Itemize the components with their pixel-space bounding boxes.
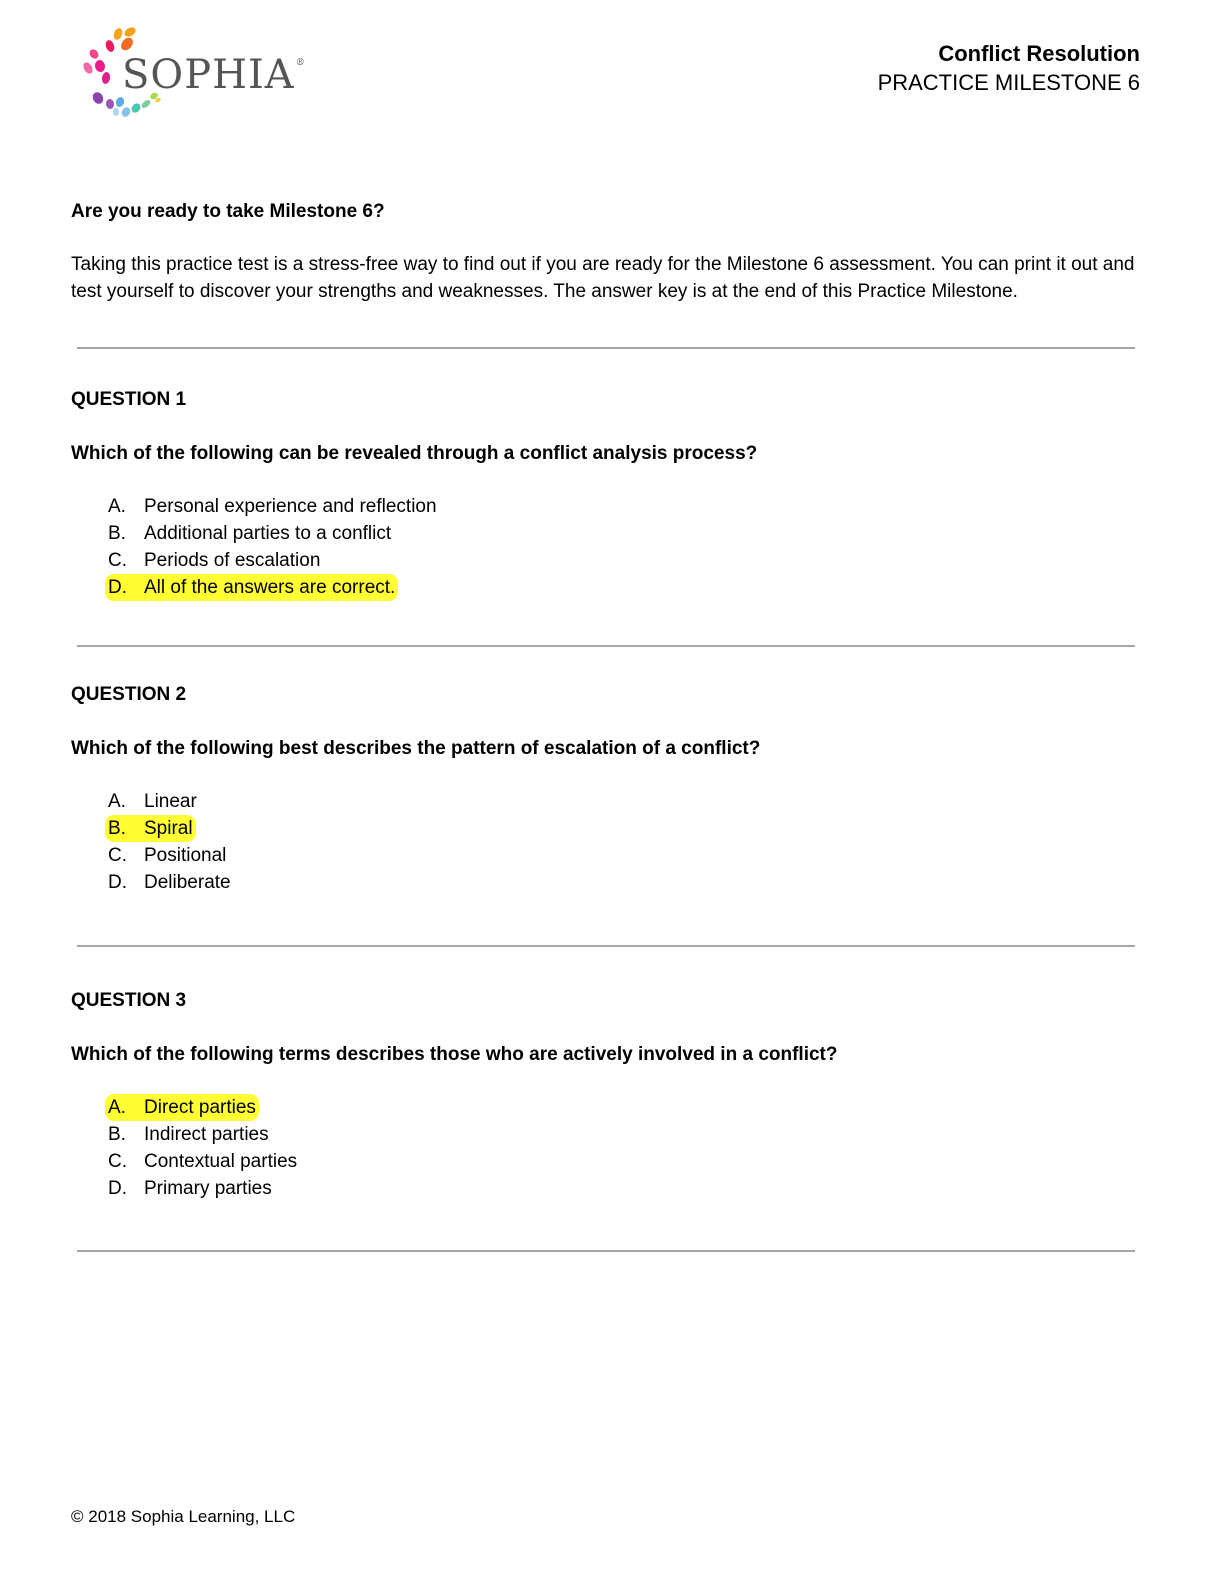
divider bbox=[77, 945, 1135, 947]
option-b bbox=[105, 1121, 1151, 1148]
option-letter: B. bbox=[108, 818, 126, 839]
option-c bbox=[105, 842, 1151, 869]
sophia-logo bbox=[80, 24, 306, 124]
answer-highlight bbox=[105, 574, 398, 601]
option-letter: A. bbox=[108, 791, 126, 812]
question-label: QUESTION 1 bbox=[71, 389, 187, 410]
question-1 bbox=[71, 385, 1151, 601]
document-header bbox=[878, 40, 1140, 98]
option-a bbox=[105, 788, 1151, 815]
option-text: Spiral bbox=[144, 818, 193, 839]
option-text: Positional bbox=[144, 845, 227, 866]
option-text: Periods of escalation bbox=[144, 550, 321, 571]
divider bbox=[77, 347, 1135, 349]
option-a-correct bbox=[105, 1094, 1151, 1121]
question-text: Which of the following best describes the pattern of escalation of a conflict? bbox=[71, 738, 761, 759]
answer-options bbox=[71, 1094, 1151, 1202]
option-d bbox=[105, 1175, 1151, 1202]
option-a bbox=[105, 493, 1151, 520]
option-text: Direct parties bbox=[144, 1097, 256, 1118]
option-letter: D. bbox=[108, 872, 127, 893]
logo-text: SOPHIA bbox=[122, 52, 295, 98]
option-c bbox=[105, 1148, 1151, 1175]
question-text: Which of the following can be revealed through a conflict analysis process? bbox=[71, 443, 758, 464]
option-d-correct bbox=[105, 574, 1151, 601]
option-letter: B. bbox=[108, 523, 126, 544]
option-d bbox=[105, 869, 1151, 896]
divider bbox=[77, 1250, 1135, 1252]
answer-options bbox=[71, 493, 1151, 601]
option-text: All of the answers are correct. bbox=[144, 577, 396, 598]
option-c bbox=[105, 547, 1151, 574]
registered-mark: ® bbox=[295, 58, 306, 68]
option-text: Additional parties to a conflict bbox=[144, 523, 392, 544]
option-text: Linear bbox=[144, 791, 197, 812]
question-label: QUESTION 3 bbox=[71, 990, 187, 1011]
divider bbox=[77, 645, 1135, 647]
option-text: Deliberate bbox=[144, 872, 231, 893]
milestone-name: PRACTICE MILESTONE 6 bbox=[877, 70, 1140, 95]
option-letter: D. bbox=[108, 1178, 127, 1199]
option-b-correct bbox=[105, 815, 1151, 842]
option-text: Primary parties bbox=[144, 1178, 272, 1199]
option-text: Contextual parties bbox=[144, 1151, 298, 1172]
intro-text: Taking this practice test is a stress-free way to find out if you are ready for the Milestone 6 assessment. You can print it out and test yourself to discover your strengths and weaknesses. The answer key is at the end of this Practice Milestone. bbox=[71, 254, 1135, 302]
option-text: Personal experience and reflection bbox=[144, 496, 437, 517]
option-letter: A. bbox=[108, 496, 126, 517]
option-b bbox=[105, 520, 1151, 547]
question-3 bbox=[71, 986, 1151, 1202]
answer-options bbox=[71, 788, 1151, 896]
option-letter: C. bbox=[108, 1151, 127, 1172]
intro-heading: Are you ready to take Milestone 6? bbox=[71, 201, 385, 222]
option-letter: A. bbox=[108, 1097, 126, 1118]
answer-highlight bbox=[105, 1094, 259, 1121]
option-letter: B. bbox=[108, 1124, 126, 1145]
question-text: Which of the following terms describes those who are actively involved in a conflict? bbox=[71, 1044, 838, 1065]
option-text: Indirect parties bbox=[144, 1124, 269, 1145]
course-title: Conflict Resolution bbox=[938, 41, 1140, 66]
option-letter: D. bbox=[108, 577, 127, 598]
question-label: QUESTION 2 bbox=[71, 684, 187, 705]
answer-highlight bbox=[105, 815, 196, 842]
option-letter: C. bbox=[108, 550, 127, 571]
main-content bbox=[71, 197, 1151, 1252]
option-letter: C. bbox=[108, 845, 127, 866]
copyright-footer: © 2018 Sophia Learning, LLC bbox=[71, 1507, 296, 1526]
question-2 bbox=[71, 680, 1151, 896]
logo-wordmark bbox=[122, 52, 306, 98]
